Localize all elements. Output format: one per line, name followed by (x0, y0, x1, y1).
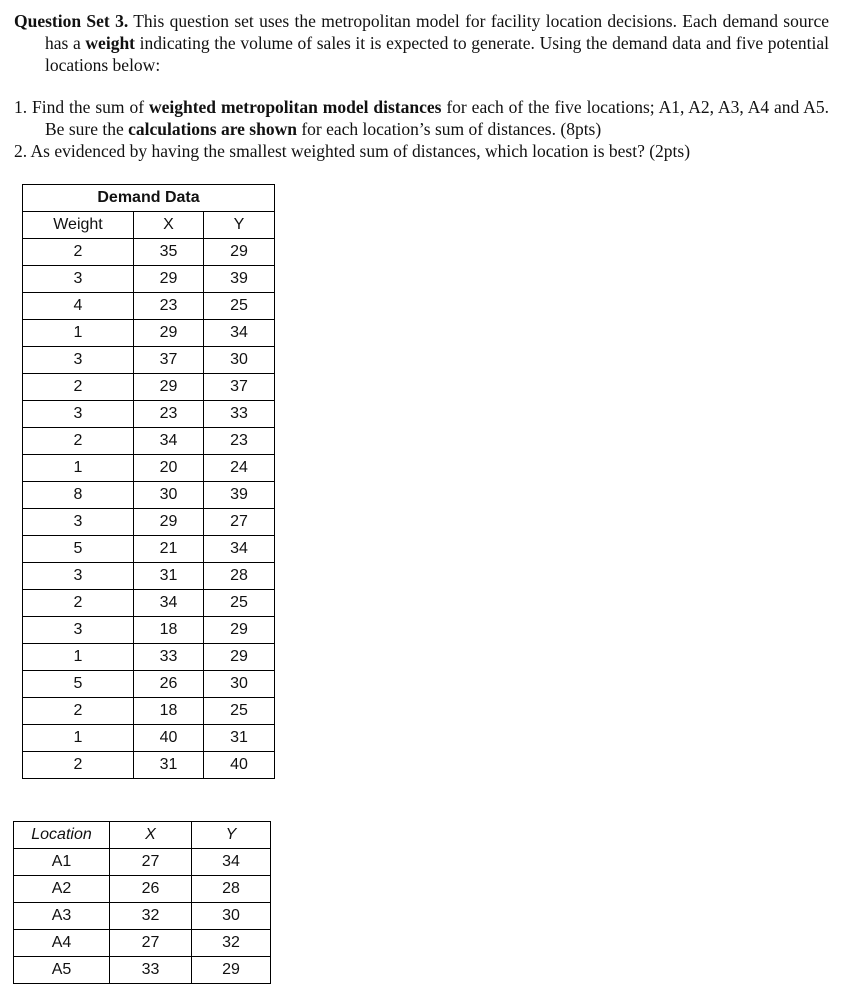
demand-cell-weight: 5 (23, 536, 134, 563)
location-row (14, 876, 271, 903)
demand-cell-y: 37 (204, 374, 275, 401)
demand-cell-x: 35 (134, 239, 204, 266)
location-header-y: Y (192, 822, 271, 849)
demand-cell-x: 31 (134, 752, 204, 779)
intro-bold-weight: weight (85, 33, 135, 53)
demand-cell-weight: 1 (23, 725, 134, 752)
demand-cell-weight: 2 (23, 752, 134, 779)
question-2 (14, 140, 829, 162)
demand-row (23, 266, 275, 293)
demand-cell-x: 29 (134, 509, 204, 536)
demand-row (23, 482, 275, 509)
question-1-text-b: for each of the five locations; A1, A2, A3, A4 and A5. Be sure the (45, 97, 830, 139)
demand-cell-weight: 3 (23, 563, 134, 590)
demand-header-weight: Weight (23, 212, 134, 239)
demand-cell-weight: 1 (23, 644, 134, 671)
location-cell-y: 32 (192, 930, 271, 957)
demand-row (23, 293, 275, 320)
location-cell-y: 29 (192, 957, 271, 984)
demand-cell-y: 29 (204, 239, 275, 266)
question-2-text: As evidenced by having the smallest weighted sum of distances, which location is best? (2pts) (27, 141, 691, 161)
demand-cell-x: 18 (134, 698, 204, 725)
demand-cell-weight: 1 (23, 320, 134, 347)
demand-cell-y: 28 (204, 563, 275, 590)
location-header-location: Location (14, 822, 110, 849)
demand-cell-x: 37 (134, 347, 204, 374)
demand-cell-x: 33 (134, 644, 204, 671)
location-cell-y: 34 (192, 849, 271, 876)
location-cell-y: 28 (192, 876, 271, 903)
demand-cell-y: 39 (204, 266, 275, 293)
demand-cell-x: 23 (134, 401, 204, 428)
demand-header-y: Y (204, 212, 275, 239)
demand-table-body (23, 239, 275, 779)
location-cell-name: A5 (14, 957, 110, 984)
demand-header-x: X (134, 212, 204, 239)
demand-cell-y: 30 (204, 347, 275, 374)
location-cell-name: A1 (14, 849, 110, 876)
location-cell-x: 26 (110, 876, 192, 903)
location-cell-name: A2 (14, 876, 110, 903)
demand-row (23, 671, 275, 698)
demand-cell-y: 29 (204, 644, 275, 671)
demand-cell-y: 40 (204, 752, 275, 779)
location-row (14, 957, 271, 984)
demand-row (23, 239, 275, 266)
location-row (14, 903, 271, 930)
demand-cell-weight: 3 (23, 347, 134, 374)
location-cell-x: 27 (110, 849, 192, 876)
demand-row (23, 320, 275, 347)
demand-cell-x: 30 (134, 482, 204, 509)
demand-cell-weight: 2 (23, 374, 134, 401)
location-cell-x: 32 (110, 903, 192, 930)
location-cell-x: 33 (110, 957, 192, 984)
demand-cell-y: 34 (204, 320, 275, 347)
demand-cell-x: 40 (134, 725, 204, 752)
demand-cell-x: 34 (134, 590, 204, 617)
demand-row (23, 509, 275, 536)
demand-row (23, 536, 275, 563)
demand-cell-y: 31 (204, 725, 275, 752)
location-row (14, 930, 271, 957)
location-cell-name: A4 (14, 930, 110, 957)
demand-cell-weight: 3 (23, 509, 134, 536)
demand-cell-y: 39 (204, 482, 275, 509)
question-1 (14, 96, 829, 140)
demand-cell-x: 20 (134, 455, 204, 482)
demand-row (23, 563, 275, 590)
demand-cell-weight: 4 (23, 293, 134, 320)
demand-cell-x: 21 (134, 536, 204, 563)
demand-cell-y: 25 (204, 590, 275, 617)
demand-cell-x: 29 (134, 320, 204, 347)
demand-cell-weight: 2 (23, 590, 134, 617)
demand-cell-y: 25 (204, 293, 275, 320)
demand-cell-x: 29 (134, 374, 204, 401)
demand-cell-weight: 2 (23, 239, 134, 266)
demand-cell-x: 26 (134, 671, 204, 698)
demand-cell-y: 24 (204, 455, 275, 482)
question-2-number: 2. (14, 141, 28, 161)
location-cell-y: 30 (192, 903, 271, 930)
demand-cell-weight: 5 (23, 671, 134, 698)
location-row (14, 849, 271, 876)
question-1-bold-b: calculations are shown (128, 119, 297, 139)
demand-cell-y: 25 (204, 698, 275, 725)
demand-row (23, 347, 275, 374)
demand-cell-x: 23 (134, 293, 204, 320)
question-1-bold-a: weighted metropolitan model distances (148, 97, 442, 117)
demand-cell-x: 18 (134, 617, 204, 644)
demand-cell-weight: 2 (23, 428, 134, 455)
demand-cell-x: 29 (134, 266, 204, 293)
demand-cell-x: 31 (134, 563, 204, 590)
question-1-number: 1. (14, 97, 28, 117)
demand-row (23, 644, 275, 671)
location-header-x: X (110, 822, 192, 849)
demand-cell-y: 34 (204, 536, 275, 563)
location-table (13, 821, 271, 984)
intro-paragraph (14, 10, 829, 76)
demand-cell-weight: 3 (23, 401, 134, 428)
location-cell-x: 27 (110, 930, 192, 957)
demand-row (23, 401, 275, 428)
demand-row (23, 590, 275, 617)
demand-cell-y: 23 (204, 428, 275, 455)
demand-cell-weight: 2 (23, 698, 134, 725)
intro-text-2: indicating the volume of sales it is expected to generate. Using the demand data and five potential locations below: (45, 33, 829, 75)
demand-cell-weight: 3 (23, 266, 134, 293)
demand-row (23, 428, 275, 455)
intro-text-1: This question set uses the metropolitan model for facility location decisions. Each demand source has a (45, 11, 829, 53)
demand-cell-y: 30 (204, 671, 275, 698)
demand-data-table (22, 184, 275, 779)
location-table-body (14, 849, 271, 984)
demand-cell-y: 33 (204, 401, 275, 428)
demand-row (23, 698, 275, 725)
demand-row (23, 374, 275, 401)
question-1-text-a: Find the sum of (27, 97, 149, 117)
demand-cell-weight: 8 (23, 482, 134, 509)
demand-cell-x: 34 (134, 428, 204, 455)
demand-table-title: Demand Data (23, 185, 275, 212)
question-set-heading: Question Set 3. (14, 11, 129, 31)
question-1-text-c: for each location’s sum of distances. (8pts) (296, 119, 602, 139)
demand-cell-weight: 1 (23, 455, 134, 482)
location-cell-name: A3 (14, 903, 110, 930)
demand-cell-weight: 3 (23, 617, 134, 644)
demand-cell-y: 27 (204, 509, 275, 536)
demand-row (23, 725, 275, 752)
demand-row (23, 617, 275, 644)
question-intro (14, 10, 829, 76)
demand-cell-y: 29 (204, 617, 275, 644)
demand-row (23, 455, 275, 482)
demand-row (23, 752, 275, 779)
question-list (14, 96, 829, 162)
